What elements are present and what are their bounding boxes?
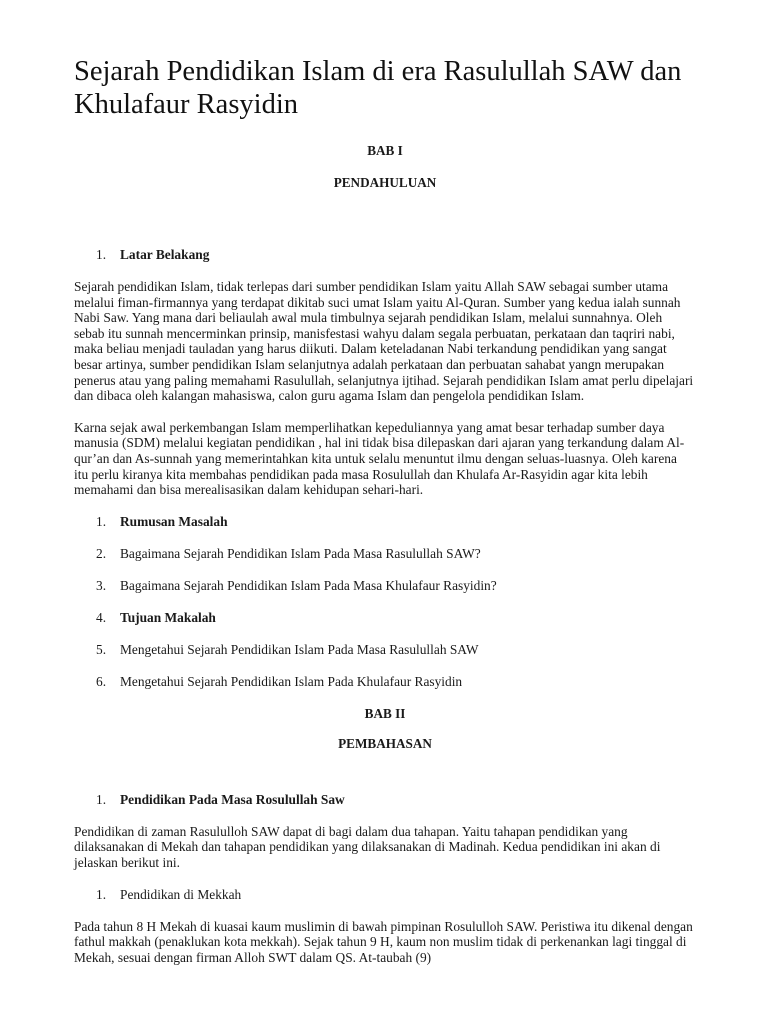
list-item <box>96 642 696 658</box>
list-text: Pendidikan di Mekkah <box>120 886 242 902</box>
list-item <box>96 674 696 690</box>
chapter-title: PENDAHULUAN <box>333 175 437 190</box>
list-number: 3. <box>96 577 107 593</box>
chapter-label: BAB I <box>367 143 403 158</box>
list-text: Mengetahui Sejarah Pendidikan Islam Pada Khulafaur Rasyidin <box>120 673 463 689</box>
list-number: 2. <box>96 545 107 561</box>
list-number: 5. <box>96 641 107 657</box>
list-item <box>96 578 696 594</box>
list-item <box>96 887 696 903</box>
list-item <box>96 247 696 263</box>
list-number: 1. <box>96 886 107 902</box>
list-number: 4. <box>96 609 107 625</box>
document-title: Sejarah Pendidikan Islam di era Rasulullah SAW dan Khulafaur Rasyidin <box>74 56 682 120</box>
chapter-label: BAB II <box>364 705 406 721</box>
list-number: 1. <box>96 791 107 807</box>
list-number: 1. <box>96 513 107 529</box>
list-number: 6. <box>96 673 107 689</box>
list-text: Bagaimana Sejarah Pendidikan Islam Pada Masa Khulafaur Rasyidin? <box>120 577 497 593</box>
paragraph: Pendidikan di zaman Rasululloh SAW dapat di bagi dalam dua tahapan. Yaitu tahapan pendidikan yang dilaksanakan di Mekah dan tahapan pendidikan yang dilaksanakan di Madinah. Kedua pendidikan ini akan di jelaskan berikut ini. <box>74 823 661 870</box>
list-item <box>96 610 696 626</box>
list-item <box>96 514 696 530</box>
chapter-title: PEMBAHASAN <box>338 735 432 751</box>
list-text: Rumusan Masalah <box>120 513 228 529</box>
list-text: Tujuan Makalah <box>120 609 216 625</box>
list-text: Mengetahui Sejarah Pendidikan Islam Pada Masa Rasulullah SAW <box>120 641 479 657</box>
list-text: Pendidikan Pada Masa Rosulullah Saw <box>120 791 345 807</box>
paragraph: Sejarah pendidikan Islam, tidak terlepas dari sumber pendidikan Islam yaitu Allah SAW sebagai sumber utama melalui fiman-firmannya yang terdapat dikitab suci umat Islam yaitu Al-Quran. Sumber yang kedua ialah sunnah Nabi Saw. Yang mana dari beliaulah awal mula timbulnya sejarah pendidikan Islam, melalui sunnahnya. Oleh sebab itu sunnah mencerminkan prinsip, manisfestasi wahyu dalam segala perbuatan, perkataan dan taqriri nabi, maka beliau menjadi tauladan yang harus diikuti. Dalam keteladanan Nabi terkandung pendidikan yang sangat besar artinya, sumber pendidikan Islam selanjutnya adalah perkataan dan perbuatan sahabat yangn merupakan penerus atau yang paling memahami Rasulullah, selanjutnya ijtihad. Sejarah pendidikan Islam amat perlu dipelajari dan dibaca oleh kalangan mahasiswa, calon guru agama Islam dan pengelola pendidikan Islam. <box>74 279 694 404</box>
paragraph: Pada tahun 8 H Mekah di kuasai kaum muslimin di bawah pimpinan Rosululloh SAW. Peristiwa itu dikenal dengan fathul makkah (penaklukan kota mekkah). Sejak tahun 9 H, kaum non muslim tidak di perkenankan lagi tinggal di Mekah, sesuai dengan firman Alloh SWT dalam QS. At-taubah (9) <box>74 918 693 965</box>
list-item <box>96 792 696 808</box>
list-text: Latar Belakang <box>120 247 210 262</box>
list-item <box>96 546 696 562</box>
paragraph: Karna sejak awal perkembangan Islam memperlihatkan kepeduliannya yang amat besar terhadap sumber daya manusia (SDM) melalui kegiatan pendidikan , hal ini tidak bisa dilepaskan dari ajaran yang terkandung dalam Al-qur’an dan As-sunnah yang memerintahkan kita untuk selalu menuntut ilmu dengan seluas-luasnya. Oleh karena itu perlu kiranya kita membahas pendidikan pada masa Rosulullah dan Khulafa Ar-Rasyidin agar kita lebih memahami dan bisa merealisasikan dalam kehidupan sehari-hari. <box>74 419 685 498</box>
list-text: Bagaimana Sejarah Pendidikan Islam Pada Masa Rasulullah SAW? <box>120 545 481 561</box>
list-number: 1. <box>96 247 107 262</box>
